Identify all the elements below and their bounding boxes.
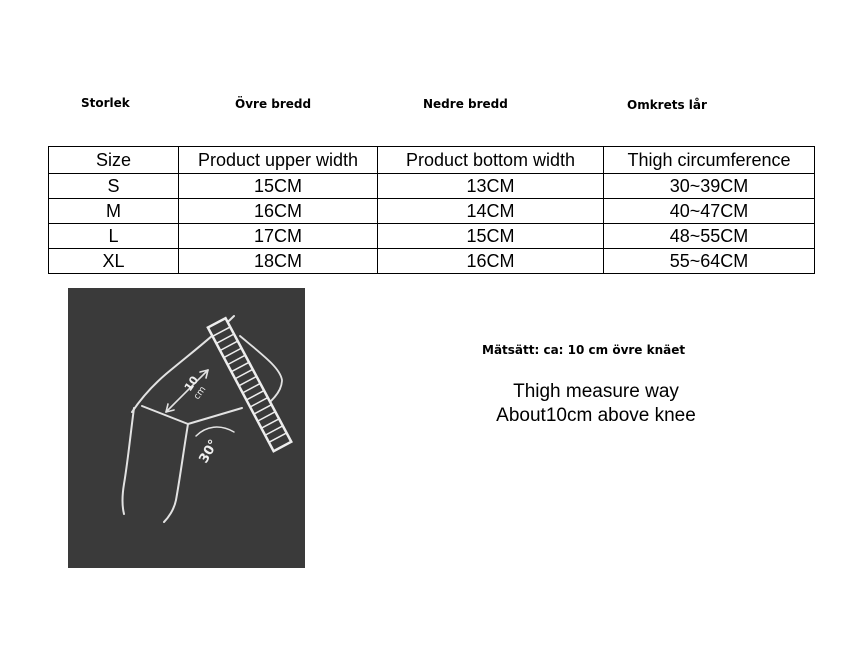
- column-header-upper: Product upper width: [179, 147, 378, 174]
- table-header-row: [49, 147, 815, 174]
- table-cell: XL: [49, 249, 179, 274]
- table-row: [49, 224, 815, 249]
- angle-label: 30°: [196, 437, 222, 466]
- column-header-bottom: Product bottom width: [378, 147, 604, 174]
- english-note-line-1: Thigh measure way: [513, 381, 679, 402]
- table-cell: 16CM: [179, 199, 378, 224]
- table-cell: 16CM: [378, 249, 604, 274]
- distance-label: 10: [181, 373, 202, 394]
- english-measure-note: [470, 380, 722, 428]
- table-cell: 30~39CM: [604, 174, 815, 199]
- swedish-header-bottom: Nedre bredd: [423, 97, 508, 111]
- swedish-measure-note: Mätsätt: ca: 10 cm övre knäet: [482, 343, 686, 357]
- table-row: [49, 174, 815, 199]
- table-cell: 40~47CM: [604, 199, 815, 224]
- knee-outline-drawing: [68, 288, 305, 568]
- table-cell: 13CM: [378, 174, 604, 199]
- distance-unit-label: cm: [192, 384, 209, 402]
- table-cell: M: [49, 199, 179, 224]
- table-cell: S: [49, 174, 179, 199]
- knee-measurement-illustration: [68, 288, 305, 568]
- table-cell: 48~55CM: [604, 224, 815, 249]
- table-cell: 18CM: [179, 249, 378, 274]
- size-chart-table: [48, 146, 815, 274]
- table-cell: 15CM: [378, 224, 604, 249]
- table-row: [49, 199, 815, 224]
- swedish-header-thigh: Omkrets lår: [627, 98, 707, 112]
- column-header-size: Size: [49, 147, 179, 174]
- table-cell: 14CM: [378, 199, 604, 224]
- column-header-thigh: Thigh circumference: [604, 147, 815, 174]
- swedish-header-size: Storlek: [81, 96, 130, 110]
- table-cell: 15CM: [179, 174, 378, 199]
- table-cell: L: [49, 224, 179, 249]
- table-row: [49, 249, 815, 274]
- table-cell: 55~64CM: [604, 249, 815, 274]
- swedish-header-upper: Övre bredd: [235, 97, 312, 111]
- english-note-line-2: About10cm above knee: [496, 405, 696, 426]
- table-cell: 17CM: [179, 224, 378, 249]
